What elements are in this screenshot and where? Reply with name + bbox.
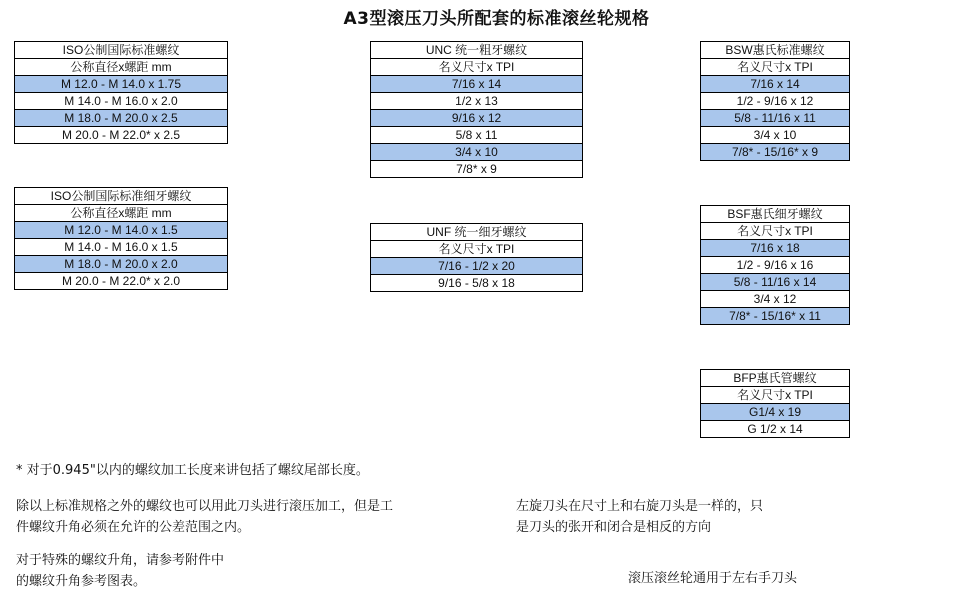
bsw-table [700,41,850,161]
table-row: 1/2 - 9/16 x 16 [701,257,850,274]
table-subheader: 名义尺寸x TPI [371,59,583,76]
table-subheader: 名义尺寸x TPI [701,223,850,240]
table-header: ISO公制国际标准细牙螺纹 [15,188,228,205]
table-row: M 12.0 - M 14.0 x 1.5 [15,222,228,239]
table-row: 7/8* - 15/16* x 9 [701,144,850,161]
table-row: 9/16 x 12 [371,110,583,127]
table-row: 3/4 x 12 [701,291,850,308]
table-row: 5/8 - 11/16 x 11 [701,110,850,127]
footnote: * 对于0.945"以内的螺纹加工长度来讲包括了螺纹尾部长度。 [16,463,369,478]
table-row: M 18.0 - M 20.0 x 2.0 [15,256,228,273]
left-hand-line-2: 是刀头的张开和闭合是相反的方向 [516,520,712,535]
page-title: A3型滚压刀头所配套的标准滚丝轮规格 [343,9,650,29]
table-row: 7/8* x 9 [371,161,583,178]
unc-table [370,41,583,178]
table-header: ISO公制国际标准螺纹 [15,42,228,59]
bfp-table [700,369,850,438]
table-row: 3/4 x 10 [371,144,583,161]
table-row: 5/8 x 11 [371,127,583,144]
table-row: G1/4 x 19 [701,404,850,421]
nonstandard-line-2: 件螺纹升角必须在允许的公差范围之内。 [16,520,251,535]
table-row: 3/4 x 10 [701,127,850,144]
table-row: M 20.0 - M 22.0* x 2.5 [15,127,228,144]
table-row: 7/16 x 18 [701,240,850,257]
table-header: BSW惠氏标准螺纹 [701,42,850,59]
helix-line-2: 的螺纹升角参考图表。 [16,574,147,589]
table-row: 1/2 x 13 [371,93,583,110]
table-header: UNC 统一粗牙螺纹 [371,42,583,59]
table-row: M 12.0 - M 14.0 x 1.75 [15,76,228,93]
universal-note: 滚压滚丝轮通用于左右手刀头 [628,571,798,586]
table-subheader: 公称直径x螺距 mm [15,205,228,222]
table-row: M 14.0 - M 16.0 x 1.5 [15,239,228,256]
helix-note [16,550,224,592]
table-row: 7/16 x 14 [701,76,850,93]
table-subheader: 名义尺寸x TPI [371,241,583,258]
table-header: BFP惠氏管螺纹 [701,370,850,387]
table-row: 1/2 - 9/16 x 12 [701,93,850,110]
iso-fine-table [14,187,228,290]
table-header: UNF 统一细牙螺纹 [371,224,583,241]
left-hand-note [516,496,763,538]
table-row: 7/8* - 15/16* x 11 [701,308,850,325]
left-hand-line-1: 左旋刀头在尺寸上和右旋刀头是一样的，只 [516,499,764,514]
unf-table [370,223,583,292]
table-row: M 14.0 - M 16.0 x 2.0 [15,93,228,110]
table-row: 7/16 x 14 [371,76,583,93]
table-row: 9/16 - 5/8 x 18 [371,275,583,292]
helix-line-1: 对于特殊的螺纹升角，请参考附件中 [16,553,225,568]
table-subheader: 公称直径x螺距 mm [15,59,228,76]
table-header: BSF惠氏细牙螺纹 [701,206,850,223]
table-subheader: 名义尺寸x TPI [701,59,850,76]
nonstandard-line-1: 除以上标准规格之外的螺纹也可以用此刀头进行滚压加工，但是工 [16,499,394,514]
table-row: 7/16 - 1/2 x 20 [371,258,583,275]
table-row: 5/8 - 11/16 x 14 [701,274,850,291]
table-row: G 1/2 x 14 [701,421,850,438]
nonstandard-note [16,496,393,538]
table-row: M 18.0 - M 20.0 x 2.5 [15,110,228,127]
bsf-table [700,205,850,325]
table-subheader: 名义尺寸x TPI [701,387,850,404]
iso-coarse-table [14,41,228,144]
table-row: M 20.0 - M 22.0* x 2.0 [15,273,228,290]
